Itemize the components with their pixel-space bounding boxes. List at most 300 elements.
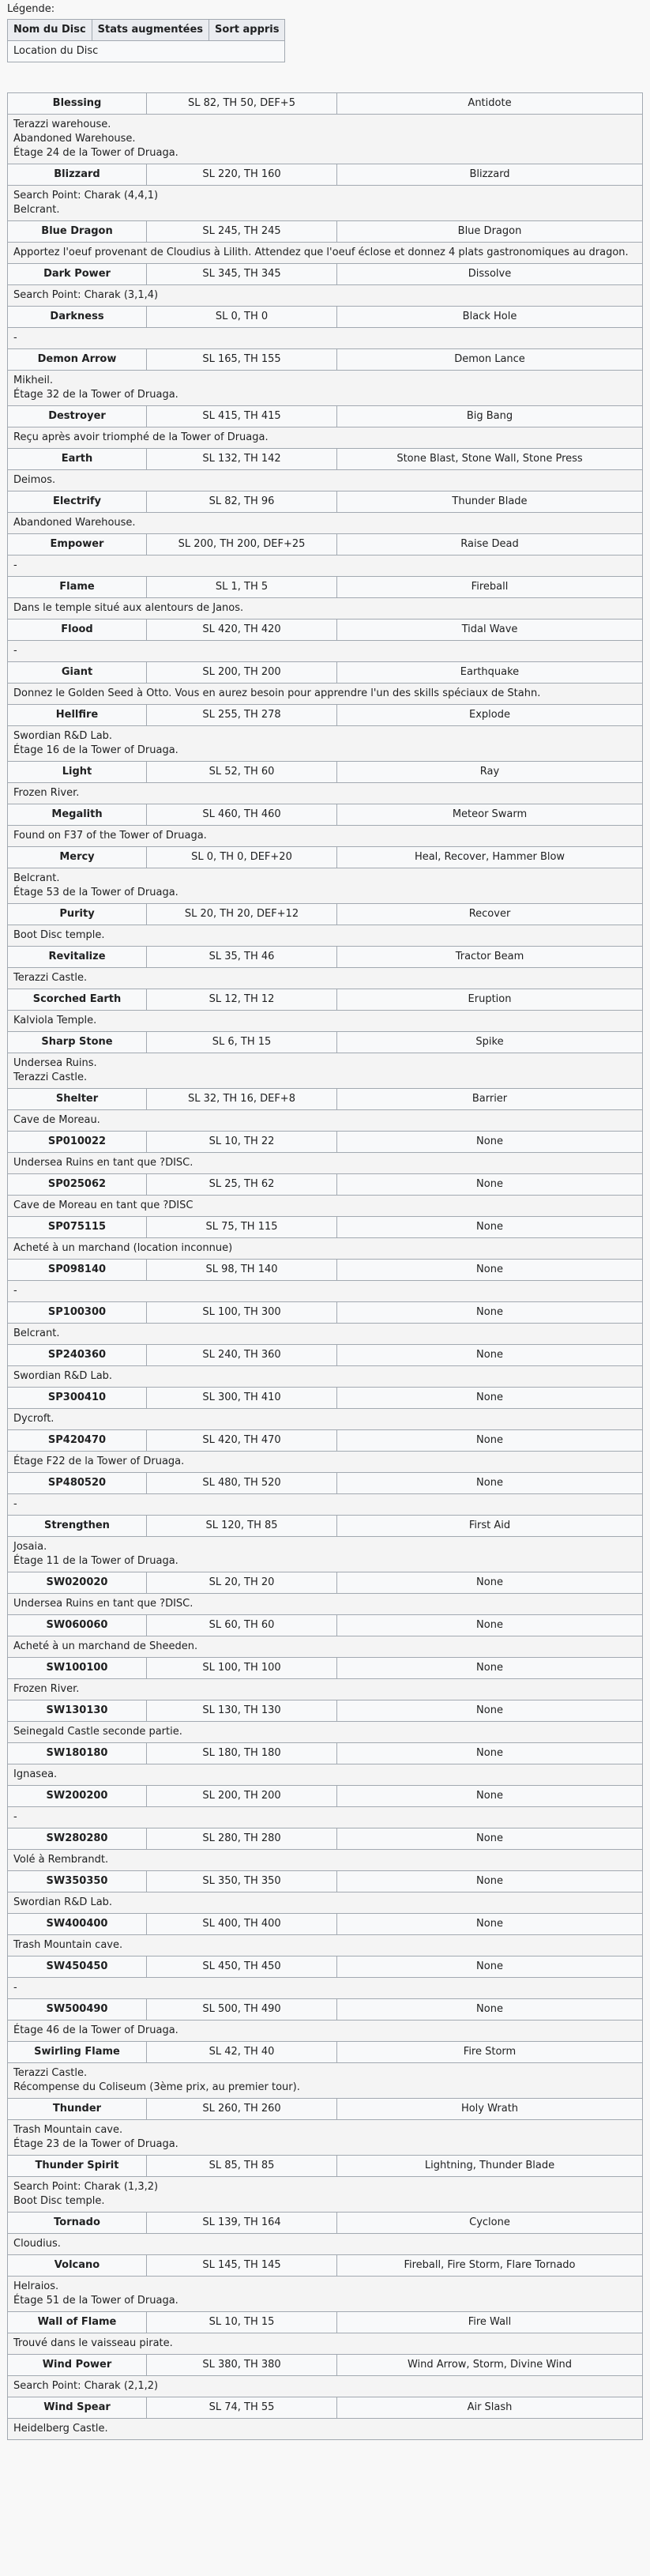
disc-location-row xyxy=(8,1011,643,1032)
disc-location-line: Dans le temple situé aux alentours de Janos. xyxy=(13,602,244,614)
disc-row xyxy=(8,2042,643,2063)
disc-stats: SL 32, TH 16, DEF+8 xyxy=(147,1089,337,1110)
disc-row xyxy=(8,947,643,968)
disc-name: SW020020 xyxy=(8,1572,147,1594)
disc-location-line: Reçu après avoir triomphé de la Tower of Druaga. xyxy=(13,431,269,443)
disc-location xyxy=(8,1196,643,1217)
disc-location xyxy=(8,243,643,264)
disc-stats: SL 10, TH 15 xyxy=(147,2312,337,2333)
disc-row xyxy=(8,1388,643,1409)
disc-spell: Recover xyxy=(337,904,643,925)
disc-location-line: Dycroft. xyxy=(13,1413,54,1425)
disc-location xyxy=(8,1636,643,1658)
disc-location-line: Trash Mountain cave. xyxy=(13,1939,123,1951)
disc-stats: SL 132, TH 142 xyxy=(147,449,337,470)
disc-location-row xyxy=(8,427,643,449)
disc-spell: Explode xyxy=(337,705,643,726)
disc-spell: Tidal Wave xyxy=(337,620,643,641)
disc-row xyxy=(8,2099,643,2120)
legend-location-row xyxy=(8,41,285,62)
disc-location-line: Abandoned Warehouse. xyxy=(13,133,136,145)
disc-location-line: Étage 53 de la Tower of Druaga. xyxy=(13,887,178,898)
disc-stats: SL 82, TH 50, DEF+5 xyxy=(147,93,337,115)
disc-row xyxy=(8,221,643,243)
disc-row xyxy=(8,1871,643,1892)
disc-location xyxy=(8,2021,643,2042)
disc-location xyxy=(8,1238,643,1260)
disc-location-row xyxy=(8,783,643,804)
disc-name: Blizzard xyxy=(8,164,147,186)
disc-location xyxy=(8,1324,643,1345)
disc-stats: SL 280, TH 280 xyxy=(147,1828,337,1850)
disc-location-line: Étage 23 de la Tower of Druaga. xyxy=(13,2138,178,2150)
disc-location-row xyxy=(8,371,643,406)
disc-location xyxy=(8,968,643,989)
disc-location-row xyxy=(8,1892,643,1914)
disc-row xyxy=(8,1174,643,1196)
disc-row xyxy=(8,904,643,925)
disc-location-line: Search Point: Charak (3,1,4) xyxy=(13,289,159,301)
disc-name: Volcano xyxy=(8,2255,147,2277)
disc-row xyxy=(8,449,643,470)
disc-stats: SL 25, TH 62 xyxy=(147,1174,337,1196)
disc-spell: Cyclone xyxy=(337,2213,643,2234)
disc-location xyxy=(8,1281,643,1302)
disc-spell: Antidote xyxy=(337,93,643,115)
disc-spell: None xyxy=(337,1132,643,1153)
disc-location-line: Terazzi warehouse. xyxy=(13,119,111,130)
disc-location-line: Étage 46 de la Tower of Druaga. xyxy=(13,2024,178,2036)
disc-location xyxy=(8,115,643,164)
disc-location-row xyxy=(8,2120,643,2156)
disc-location-line: Boot Disc temple. xyxy=(13,2195,105,2207)
disc-location xyxy=(8,1110,643,1132)
disc-name: Giant xyxy=(8,662,147,684)
disc-name: Blue Dragon xyxy=(8,221,147,243)
disc-spell: Barrier xyxy=(337,1089,643,1110)
disc-location-line: Frozen River. xyxy=(13,1683,80,1695)
disc-row xyxy=(8,2213,643,2234)
disc-location xyxy=(8,285,643,307)
disc-name: SP300410 xyxy=(8,1388,147,1409)
disc-spell: None xyxy=(337,1956,643,1978)
disc-spell: None xyxy=(337,1658,643,1679)
disc-spell: None xyxy=(337,1388,643,1409)
disc-spell: None xyxy=(337,1615,643,1636)
disc-name: Thunder xyxy=(8,2099,147,2120)
disc-row xyxy=(8,1217,643,1238)
disc-location xyxy=(8,2177,643,2213)
disc-location-row xyxy=(8,1196,643,1217)
disc-name: Dark Power xyxy=(8,264,147,285)
disc-location xyxy=(8,555,643,577)
disc-location-row xyxy=(8,1764,643,1786)
disc-location xyxy=(8,371,643,406)
disc-name: SP025062 xyxy=(8,1174,147,1196)
disc-location-row xyxy=(8,1324,643,1345)
disc-stats: SL 200, TH 200, DEF+25 xyxy=(147,534,337,555)
disc-stats: SL 120, TH 85 xyxy=(147,1516,337,1537)
disc-spell: None xyxy=(337,1345,643,1366)
disc-location xyxy=(8,2333,643,2355)
disc-location-row xyxy=(8,2063,643,2099)
disc-location xyxy=(8,868,643,904)
disc-row xyxy=(8,406,643,427)
disc-location-row xyxy=(8,925,643,947)
disc-stats: SL 245, TH 245 xyxy=(147,221,337,243)
disc-location-row xyxy=(8,2177,643,2213)
disc-name: SW200200 xyxy=(8,1786,147,1807)
disc-spell: Ray xyxy=(337,762,643,783)
disc-stats: SL 0, TH 0 xyxy=(147,307,337,328)
disc-location xyxy=(8,1011,643,1032)
disc-row xyxy=(8,1658,643,1679)
disc-name: Wall of Flame xyxy=(8,2312,147,2333)
disc-name: Destroyer xyxy=(8,406,147,427)
disc-location-line: Récompense du Coliseum (3ème prix, au premier tour). xyxy=(13,2081,300,2093)
disc-row xyxy=(8,1956,643,1978)
disc-location-row xyxy=(8,1935,643,1956)
disc-name: Flood xyxy=(8,620,147,641)
disc-location xyxy=(8,598,643,620)
disc-stats: SL 460, TH 460 xyxy=(147,804,337,826)
disc-location-line: Cloudius. xyxy=(13,2238,61,2250)
disc-location-row xyxy=(8,826,643,847)
disc-stats: SL 450, TH 450 xyxy=(147,1956,337,1978)
discs-table xyxy=(7,92,643,2440)
disc-spell: Fire Wall xyxy=(337,2312,643,2333)
disc-row xyxy=(8,1430,643,1452)
disc-name: SW180180 xyxy=(8,1743,147,1764)
disc-stats: SL 100, TH 300 xyxy=(147,1302,337,1324)
disc-spell: None xyxy=(337,1828,643,1850)
disc-name: Flame xyxy=(8,577,147,598)
disc-row xyxy=(8,2355,643,2376)
disc-row xyxy=(8,577,643,598)
disc-stats: SL 74, TH 55 xyxy=(147,2397,337,2419)
disc-location xyxy=(8,470,643,491)
disc-spell: None xyxy=(337,1174,643,1196)
disc-spell: Eruption xyxy=(337,989,643,1011)
disc-spell: None xyxy=(337,1572,643,1594)
disc-stats: SL 139, TH 164 xyxy=(147,2213,337,2234)
disc-stats: SL 255, TH 278 xyxy=(147,705,337,726)
disc-row xyxy=(8,847,643,868)
disc-location-line: Belcrant. xyxy=(13,1328,60,1339)
legend-location-label: Location du Disc xyxy=(8,41,285,62)
disc-stats: SL 145, TH 145 xyxy=(147,2255,337,2277)
disc-location-line: Étage 24 de la Tower of Druaga. xyxy=(13,147,178,159)
disc-location xyxy=(8,783,643,804)
disc-name: SW450450 xyxy=(8,1956,147,1978)
disc-stats: SL 415, TH 415 xyxy=(147,406,337,427)
disc-row xyxy=(8,1700,643,1722)
disc-stats: SL 130, TH 130 xyxy=(147,1700,337,1722)
disc-name: Thunder Spirit xyxy=(8,2156,147,2177)
disc-location-line: Helraios. xyxy=(13,2280,59,2292)
disc-row xyxy=(8,93,643,115)
disc-location-line: Frozen River. xyxy=(13,787,80,799)
disc-location-line: Étage 32 de la Tower of Druaga. xyxy=(13,389,178,401)
disc-location xyxy=(8,186,643,221)
disc-row xyxy=(8,989,643,1011)
disc-location-line: Trouvé dans le vaisseau pirate. xyxy=(13,2337,173,2349)
disc-spell: Fireball, Fire Storm, Flare Tornado xyxy=(337,2255,643,2277)
disc-row xyxy=(8,264,643,285)
disc-stats: SL 35, TH 46 xyxy=(147,947,337,968)
disc-name: SW350350 xyxy=(8,1871,147,1892)
disc-location xyxy=(8,1935,643,1956)
disc-spell: None xyxy=(337,1914,643,1935)
disc-name: Demon Arrow xyxy=(8,349,147,371)
disc-location-line: Étage 11 de la Tower of Druaga. xyxy=(13,1555,178,1567)
disc-location-line: Boot Disc temple. xyxy=(13,929,105,941)
disc-row xyxy=(8,1032,643,1053)
disc-location-line: Swordian R&D Lab. xyxy=(13,1370,113,1382)
disc-location xyxy=(8,1409,643,1430)
disc-stats: SL 220, TH 160 xyxy=(147,164,337,186)
disc-location xyxy=(8,1366,643,1388)
disc-name: Wind Power xyxy=(8,2355,147,2376)
disc-name: Scorched Earth xyxy=(8,989,147,1011)
disc-spell: Blizzard xyxy=(337,164,643,186)
disc-location-row xyxy=(8,2021,643,2042)
disc-location xyxy=(8,2376,643,2397)
disc-location-row xyxy=(8,1636,643,1658)
disc-row xyxy=(8,620,643,641)
disc-location-line: Étage 16 de la Tower of Druaga. xyxy=(13,744,178,756)
disc-location-row xyxy=(8,285,643,307)
disc-stats: SL 300, TH 410 xyxy=(147,1388,337,1409)
disc-location-line: Ignasea. xyxy=(13,1768,58,1780)
disc-location-row xyxy=(8,968,643,989)
disc-location-line: - xyxy=(13,559,17,571)
disc-location-line: - xyxy=(13,1982,17,1994)
disc-name: SP480520 xyxy=(8,1473,147,1494)
disc-location xyxy=(8,1452,643,1473)
disc-name: Sharp Stone xyxy=(8,1032,147,1053)
disc-spell: Raise Dead xyxy=(337,534,643,555)
disc-stats: SL 500, TH 490 xyxy=(147,1999,337,2021)
disc-name: SW060060 xyxy=(8,1615,147,1636)
legend-title: Légende: xyxy=(7,3,55,15)
disc-location-row xyxy=(8,1679,643,1700)
disc-stats: SL 82, TH 96 xyxy=(147,491,337,513)
disc-location-row xyxy=(8,1594,643,1615)
disc-location-line: Kalviola Temple. xyxy=(13,1015,97,1026)
disc-location-line: Josaia. xyxy=(13,1541,47,1553)
disc-row xyxy=(8,1302,643,1324)
disc-location-line: Cave de Moreau. xyxy=(13,1114,100,1126)
disc-spell: Heal, Recover, Hammer Blow xyxy=(337,847,643,868)
disc-row xyxy=(8,2397,643,2419)
disc-location-row xyxy=(8,513,643,534)
disc-location xyxy=(8,1679,643,1700)
disc-row xyxy=(8,2255,643,2277)
disc-location-line: Acheté à un marchand (location inconnue) xyxy=(13,1242,233,1254)
disc-location xyxy=(8,925,643,947)
disc-name: Earth xyxy=(8,449,147,470)
disc-location-line: Swordian R&D Lab. xyxy=(13,730,113,742)
disc-location xyxy=(8,2419,643,2440)
disc-row xyxy=(8,1743,643,1764)
disc-location xyxy=(8,2120,643,2156)
disc-stats: SL 420, TH 470 xyxy=(147,1430,337,1452)
disc-name: SP100300 xyxy=(8,1302,147,1324)
disc-stats: SL 350, TH 350 xyxy=(147,1871,337,1892)
disc-location xyxy=(8,1494,643,1516)
disc-spell: Blue Dragon xyxy=(337,221,643,243)
disc-row xyxy=(8,164,643,186)
disc-location-line: - xyxy=(13,1811,17,1823)
disc-location-row xyxy=(8,868,643,904)
disc-location xyxy=(8,1764,643,1786)
disc-row xyxy=(8,1999,643,2021)
disc-location-line: Trash Mountain cave. xyxy=(13,2124,123,2136)
disc-location-line: Étage F22 de la Tower of Druaga. xyxy=(13,1456,185,1467)
disc-name: Tornado xyxy=(8,2213,147,2234)
disc-location xyxy=(8,1594,643,1615)
disc-stats: SL 42, TH 40 xyxy=(147,2042,337,2063)
disc-spell: None xyxy=(337,1302,643,1324)
disc-row xyxy=(8,491,643,513)
disc-location xyxy=(8,826,643,847)
disc-location xyxy=(8,684,643,705)
disc-spell: None xyxy=(337,1260,643,1281)
legend-header-disc-name: Nom du Disc xyxy=(8,20,92,41)
disc-spell: Lightning, Thunder Blade xyxy=(337,2156,643,2177)
disc-location-line: Undersea Ruins en tant que ?DISC. xyxy=(13,1598,193,1610)
disc-row xyxy=(8,1473,643,1494)
disc-name: Light xyxy=(8,762,147,783)
disc-row xyxy=(8,1260,643,1281)
disc-location xyxy=(8,1053,643,1089)
disc-location xyxy=(8,1807,643,1828)
disc-location-line: Deimos. xyxy=(13,474,56,486)
disc-spell: None xyxy=(337,1786,643,1807)
disc-name: Mercy xyxy=(8,847,147,868)
disc-location-line: - xyxy=(13,1498,17,1510)
disc-row xyxy=(8,1914,643,1935)
disc-location-line: Terazzi Castle. xyxy=(13,1071,88,1083)
disc-row xyxy=(8,1345,643,1366)
disc-location-line: - xyxy=(13,1285,17,1297)
disc-spell: Big Bang xyxy=(337,406,643,427)
disc-location-line: - xyxy=(13,645,17,657)
disc-row xyxy=(8,2156,643,2177)
disc-location-row xyxy=(8,1153,643,1174)
disc-spell: Holy Wrath xyxy=(337,2099,643,2120)
disc-location xyxy=(8,513,643,534)
disc-row xyxy=(8,1132,643,1153)
disc-location-row xyxy=(8,2277,643,2312)
disc-name: Electrify xyxy=(8,491,147,513)
disc-name: Strengthen xyxy=(8,1516,147,1537)
disc-location-line: Étage 51 de la Tower of Druaga. xyxy=(13,2295,178,2307)
disc-name: SW400400 xyxy=(8,1914,147,1935)
disc-location-row xyxy=(8,1053,643,1089)
disc-location-line: Heidelberg Castle. xyxy=(13,2423,108,2435)
disc-name: Blessing xyxy=(8,93,147,115)
disc-stats: SL 260, TH 260 xyxy=(147,2099,337,2120)
disc-spell: None xyxy=(337,1217,643,1238)
disc-spell: Stone Blast, Stone Wall, Stone Press xyxy=(337,449,643,470)
disc-location xyxy=(8,641,643,662)
disc-row xyxy=(8,1828,643,1850)
disc-name: SP075115 xyxy=(8,1217,147,1238)
disc-location-row xyxy=(8,598,643,620)
disc-stats: SL 52, TH 60 xyxy=(147,762,337,783)
disc-spell: Thunder Blade xyxy=(337,491,643,513)
disc-spell: Air Slash xyxy=(337,2397,643,2419)
disc-spell: None xyxy=(337,1430,643,1452)
disc-location-row xyxy=(8,1281,643,1302)
disc-stats: SL 420, TH 420 xyxy=(147,620,337,641)
disc-location-row xyxy=(8,1807,643,1828)
disc-row xyxy=(8,1786,643,1807)
disc-stats: SL 20, TH 20 xyxy=(147,1572,337,1594)
disc-name: Purity xyxy=(8,904,147,925)
disc-location-row xyxy=(8,470,643,491)
disc-stats: SL 1, TH 5 xyxy=(147,577,337,598)
disc-location-row xyxy=(8,684,643,705)
disc-location-line: Belcrant. xyxy=(13,872,60,884)
disc-location-row xyxy=(8,555,643,577)
disc-stats: SL 380, TH 380 xyxy=(147,2355,337,2376)
disc-location-row xyxy=(8,1238,643,1260)
disc-name: SW280280 xyxy=(8,1828,147,1850)
disc-name: Wind Spear xyxy=(8,2397,147,2419)
legend-table xyxy=(7,19,285,62)
disc-stats: SL 0, TH 0, DEF+20 xyxy=(147,847,337,868)
disc-spell: First Aid xyxy=(337,1516,643,1537)
disc-location-row xyxy=(8,1409,643,1430)
disc-location-line: Cave de Moreau en tant que ?DISC xyxy=(13,1199,193,1211)
legend-header-spell: Sort appris xyxy=(209,20,285,41)
disc-stats: SL 400, TH 400 xyxy=(147,1914,337,1935)
disc-location-line: Volé à Rembrandt. xyxy=(13,1854,109,1866)
disc-location-row xyxy=(8,641,643,662)
disc-stats: SL 345, TH 345 xyxy=(147,264,337,285)
disc-name: SW100100 xyxy=(8,1658,147,1679)
disc-row xyxy=(8,762,643,783)
disc-spell: Demon Lance xyxy=(337,349,643,371)
discs-table-body xyxy=(8,93,643,2440)
disc-row xyxy=(8,1089,643,1110)
disc-location-row xyxy=(8,328,643,349)
disc-row xyxy=(8,804,643,826)
disc-row xyxy=(8,1615,643,1636)
disc-spell: None xyxy=(337,1743,643,1764)
disc-name: Darkness xyxy=(8,307,147,328)
disc-spell: Wind Arrow, Storm, Divine Wind xyxy=(337,2355,643,2376)
disc-location-line: Undersea Ruins en tant que ?DISC. xyxy=(13,1157,193,1169)
disc-name: SP010022 xyxy=(8,1132,147,1153)
disc-stats: SL 240, TH 360 xyxy=(147,1345,337,1366)
legend-header-row xyxy=(8,20,285,41)
disc-location xyxy=(8,1722,643,1743)
disc-location xyxy=(8,1978,643,1999)
disc-stats: SL 200, TH 200 xyxy=(147,1786,337,1807)
disc-stats: SL 200, TH 200 xyxy=(147,662,337,684)
disc-location xyxy=(8,328,643,349)
disc-location-row xyxy=(8,2333,643,2355)
disc-spell: Meteor Swarm xyxy=(337,804,643,826)
disc-row xyxy=(8,2312,643,2333)
legend-header-stats: Stats augmentées xyxy=(92,20,209,41)
disc-spell: None xyxy=(337,1473,643,1494)
disc-location xyxy=(8,1537,643,1572)
